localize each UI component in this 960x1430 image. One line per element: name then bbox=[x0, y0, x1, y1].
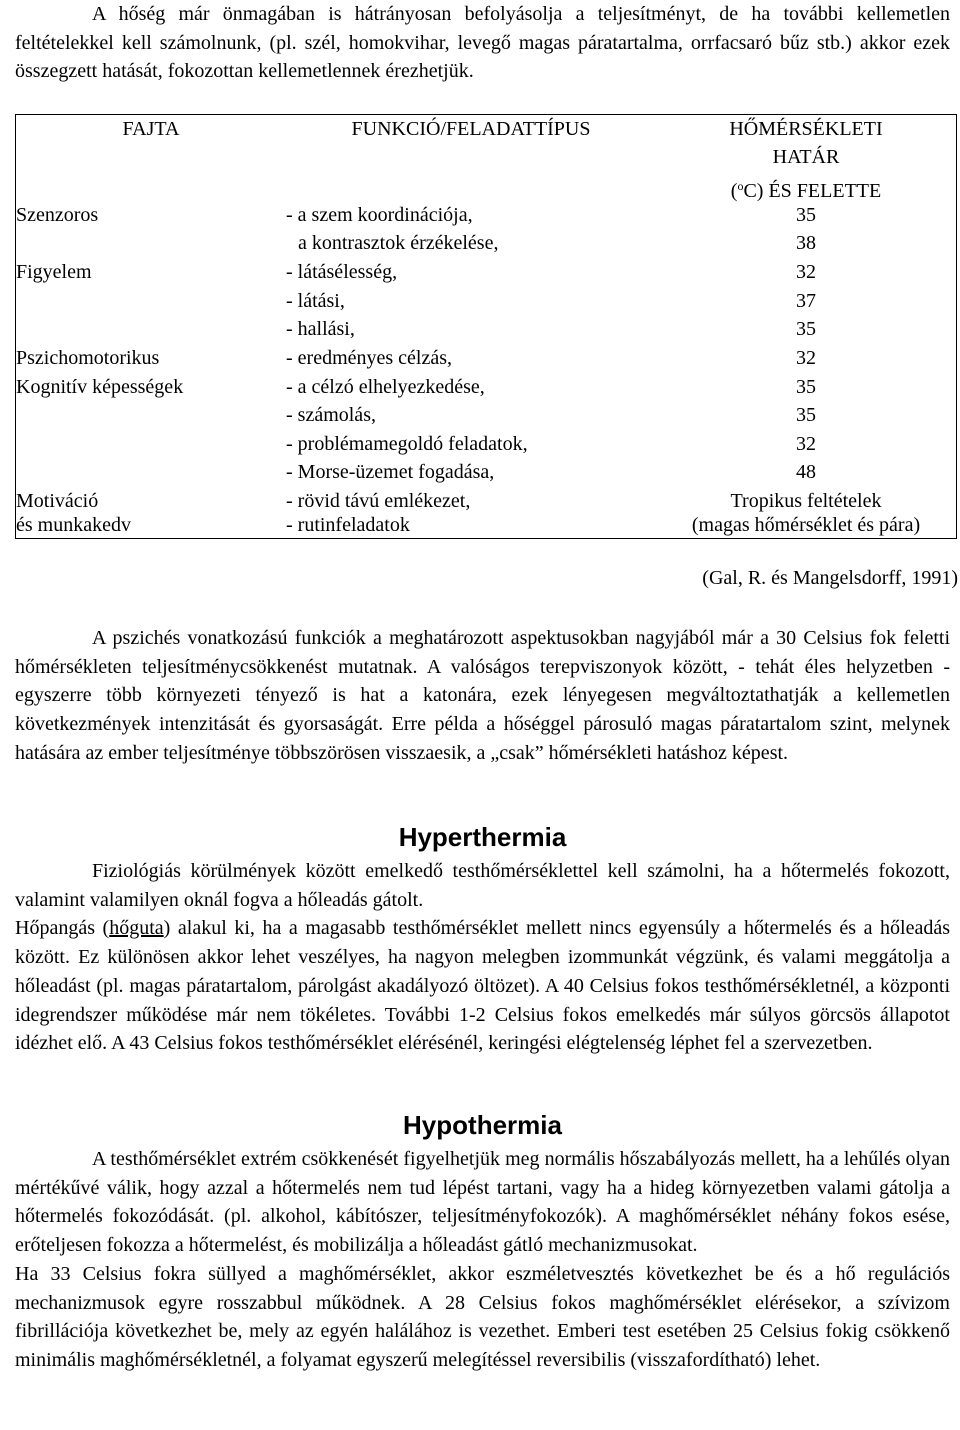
table-cell: - Morse-üzemet fogadása, bbox=[286, 461, 495, 483]
table-cell: - látási, bbox=[286, 290, 345, 312]
intro-paragraph bbox=[15, 0, 950, 86]
table-header-type: FAJTA bbox=[122, 118, 180, 140]
table-cell: - eredményes célzás, bbox=[286, 347, 453, 369]
table-header-threshold-1: HŐMÉRSÉKLETI bbox=[729, 118, 883, 140]
table-cell: és munkakedv bbox=[16, 514, 131, 536]
table-cell: 35 bbox=[796, 204, 816, 226]
hoguta-term: hőguta bbox=[109, 917, 164, 940]
intro-text: A hőség már önmagában is hátrányosan befolyásolja a teljesítményt, de ha további kellemetlen feltételekkel kell számolnunk, (pl. szél, homokvihar, levegő magas páratartalma, orrfacsaró bűz stb.) akkor ezek összegzett hatását, fokozottan kellemetlennek érezhetjük. bbox=[15, 3, 950, 83]
table-header-function: FUNKCIÓ/FELADATTÍPUS bbox=[351, 118, 591, 140]
table-cell: Szenzoros bbox=[16, 204, 99, 226]
table-header-threshold-2: HATÁR bbox=[772, 146, 840, 168]
table-cell: 35 bbox=[796, 318, 816, 340]
header-paren: ( bbox=[730, 180, 738, 202]
table-cell: - rövid távú emlékezet, bbox=[286, 490, 471, 512]
citation: (Gal, R. és Mangelsdorff, 1991) bbox=[702, 567, 958, 589]
degree-sup: o bbox=[737, 179, 744, 193]
table-cell: - a szem koordinációja, bbox=[286, 204, 473, 226]
hyperthermia-heading: Hyperthermia bbox=[398, 822, 567, 852]
hyperthermia-p1: Fiziológiás körülmények között emelkedő testhőmérséklettel kell számolni, ha a hőtermelés fokozott, valamint valamilyen oknál fogva a hőleadás gátolt. bbox=[15, 860, 950, 911]
table-cell: Tropikus feltételek bbox=[730, 490, 882, 512]
hypothermia-heading: Hypothermia bbox=[403, 1110, 562, 1140]
table-cell: 32 bbox=[796, 261, 816, 283]
table-cell: Figyelem bbox=[16, 261, 92, 283]
table-cell: - számolás, bbox=[286, 404, 376, 426]
table-cell: Pszichomotorikus bbox=[16, 347, 160, 369]
hypothermia-section bbox=[15, 1145, 950, 1375]
table-cell: 32 bbox=[796, 433, 816, 455]
table-cell: - látásélesség, bbox=[286, 261, 398, 283]
table-cell: 35 bbox=[796, 404, 816, 426]
table-cell: - a célzó elhelyezkedése, bbox=[286, 376, 485, 398]
table-cell: - problémamegoldó feladatok, bbox=[286, 433, 528, 455]
table-cell: (magas hőmérséklet és pára) bbox=[691, 514, 921, 536]
hypothermia-p2: Ha 33 Celsius fokra süllyed a maghőmérséklet, akkor eszméletvesztés következhet be és a hő regulációs mechanizmusok egyre rosszabbul működnek. A 28 Celsius fokos maghőmérséklet elérésekor, a szívizom fibrillációja következhet be, mely az egyén halálához is vezethet. Emberi test esetében 25 Celsius fokig csökkenő minimális maghőmérsékletnél, a folyamat egyszerű melegítéssel reversibilis (visszafordítható) lehet. bbox=[15, 1262, 950, 1371]
table-cell: - hallási, bbox=[286, 318, 355, 340]
temperature-table bbox=[15, 114, 957, 539]
table-cell: 37 bbox=[796, 290, 816, 312]
hypothermia-p1: A testhőmérséklet extrém csökkenését figyelhetjük meg normális hőszabályozás mellett, ha a lehűlés olyan mértékűvé válik, hogy azzal a hőtermelés nem tud lépést tartani, vagy ha a hideg környezetben valami gátolja a hőtermelés fokozódását. (pl. alkohol, kábítószer, teljesítményfokozók). A maghőmérséklet néhány fokos esése, erőteljesen fokozza a hőtermelést, és mobilizálja a hőleadást gátló mechanizmusokat. bbox=[15, 1148, 950, 1257]
table-cell: - rutinfeladatok bbox=[286, 514, 410, 536]
paragraph-1 bbox=[15, 624, 950, 768]
table-cell: 38 bbox=[796, 232, 816, 254]
hyperthermia-section bbox=[15, 857, 950, 1058]
p2-start: Hőpangás ( bbox=[15, 917, 110, 940]
table-cell: Motiváció bbox=[16, 490, 99, 512]
table-cell: a kontrasztok érzékelése, bbox=[298, 232, 499, 254]
hyperthermia-p2 bbox=[15, 914, 950, 1058]
table-cell: 35 bbox=[796, 376, 816, 398]
table-cell: 32 bbox=[796, 347, 816, 369]
table-cell: 48 bbox=[796, 461, 816, 483]
table-cell: Kognitív képességek bbox=[16, 376, 184, 398]
p2-rest: ) alakul ki, ha a magasabb testhőmérséklet mellett nincs egyensúly a hőtermelés és a hőleadás között. Ez különösen akkor lehet veszélyes, ha nagyon melegben izommunkát végzünk, és valami meggátolja a hőleadást (pl. magas páratartalom, párolgást akadályozó öltözet). A 40 Celsius fokos testhőmérsékletnél, a központi idegrendszer működése már nem tökéletes. További 1-2 Celsius fokos emelkedés már súlyos görcsös állapotot idézhet elő. A 43 Celsius fokos testhőmérséklet elérésénél, keringési elégtelenség léphet fel a szervezetben. bbox=[15, 917, 950, 1055]
paragraph-1-text: A pszichés vonatkozású funkciók a meghatározott aspektusokban nagyjából már a 30 Celsius fok feletti hőmérsékleten teljesítménycsökkenést mutatnak. A valóságos terepviszonyok között, - tehát éles helyzetben - egyszerre több környezeti tényező is hat a katonára, ezek lényegesen megváltoztathatják a kellemetlen következmények intenzitását és gyorsaságát. Erre példa a hőséggel párosuló magas páratartalom szint, melynek hatására az ember teljesítménye többszörösen visszaesik, a „csak” hőmérsékleti hatáshoz képest. bbox=[15, 627, 950, 764]
header-rest: C) ÉS FELETTE bbox=[743, 180, 882, 202]
